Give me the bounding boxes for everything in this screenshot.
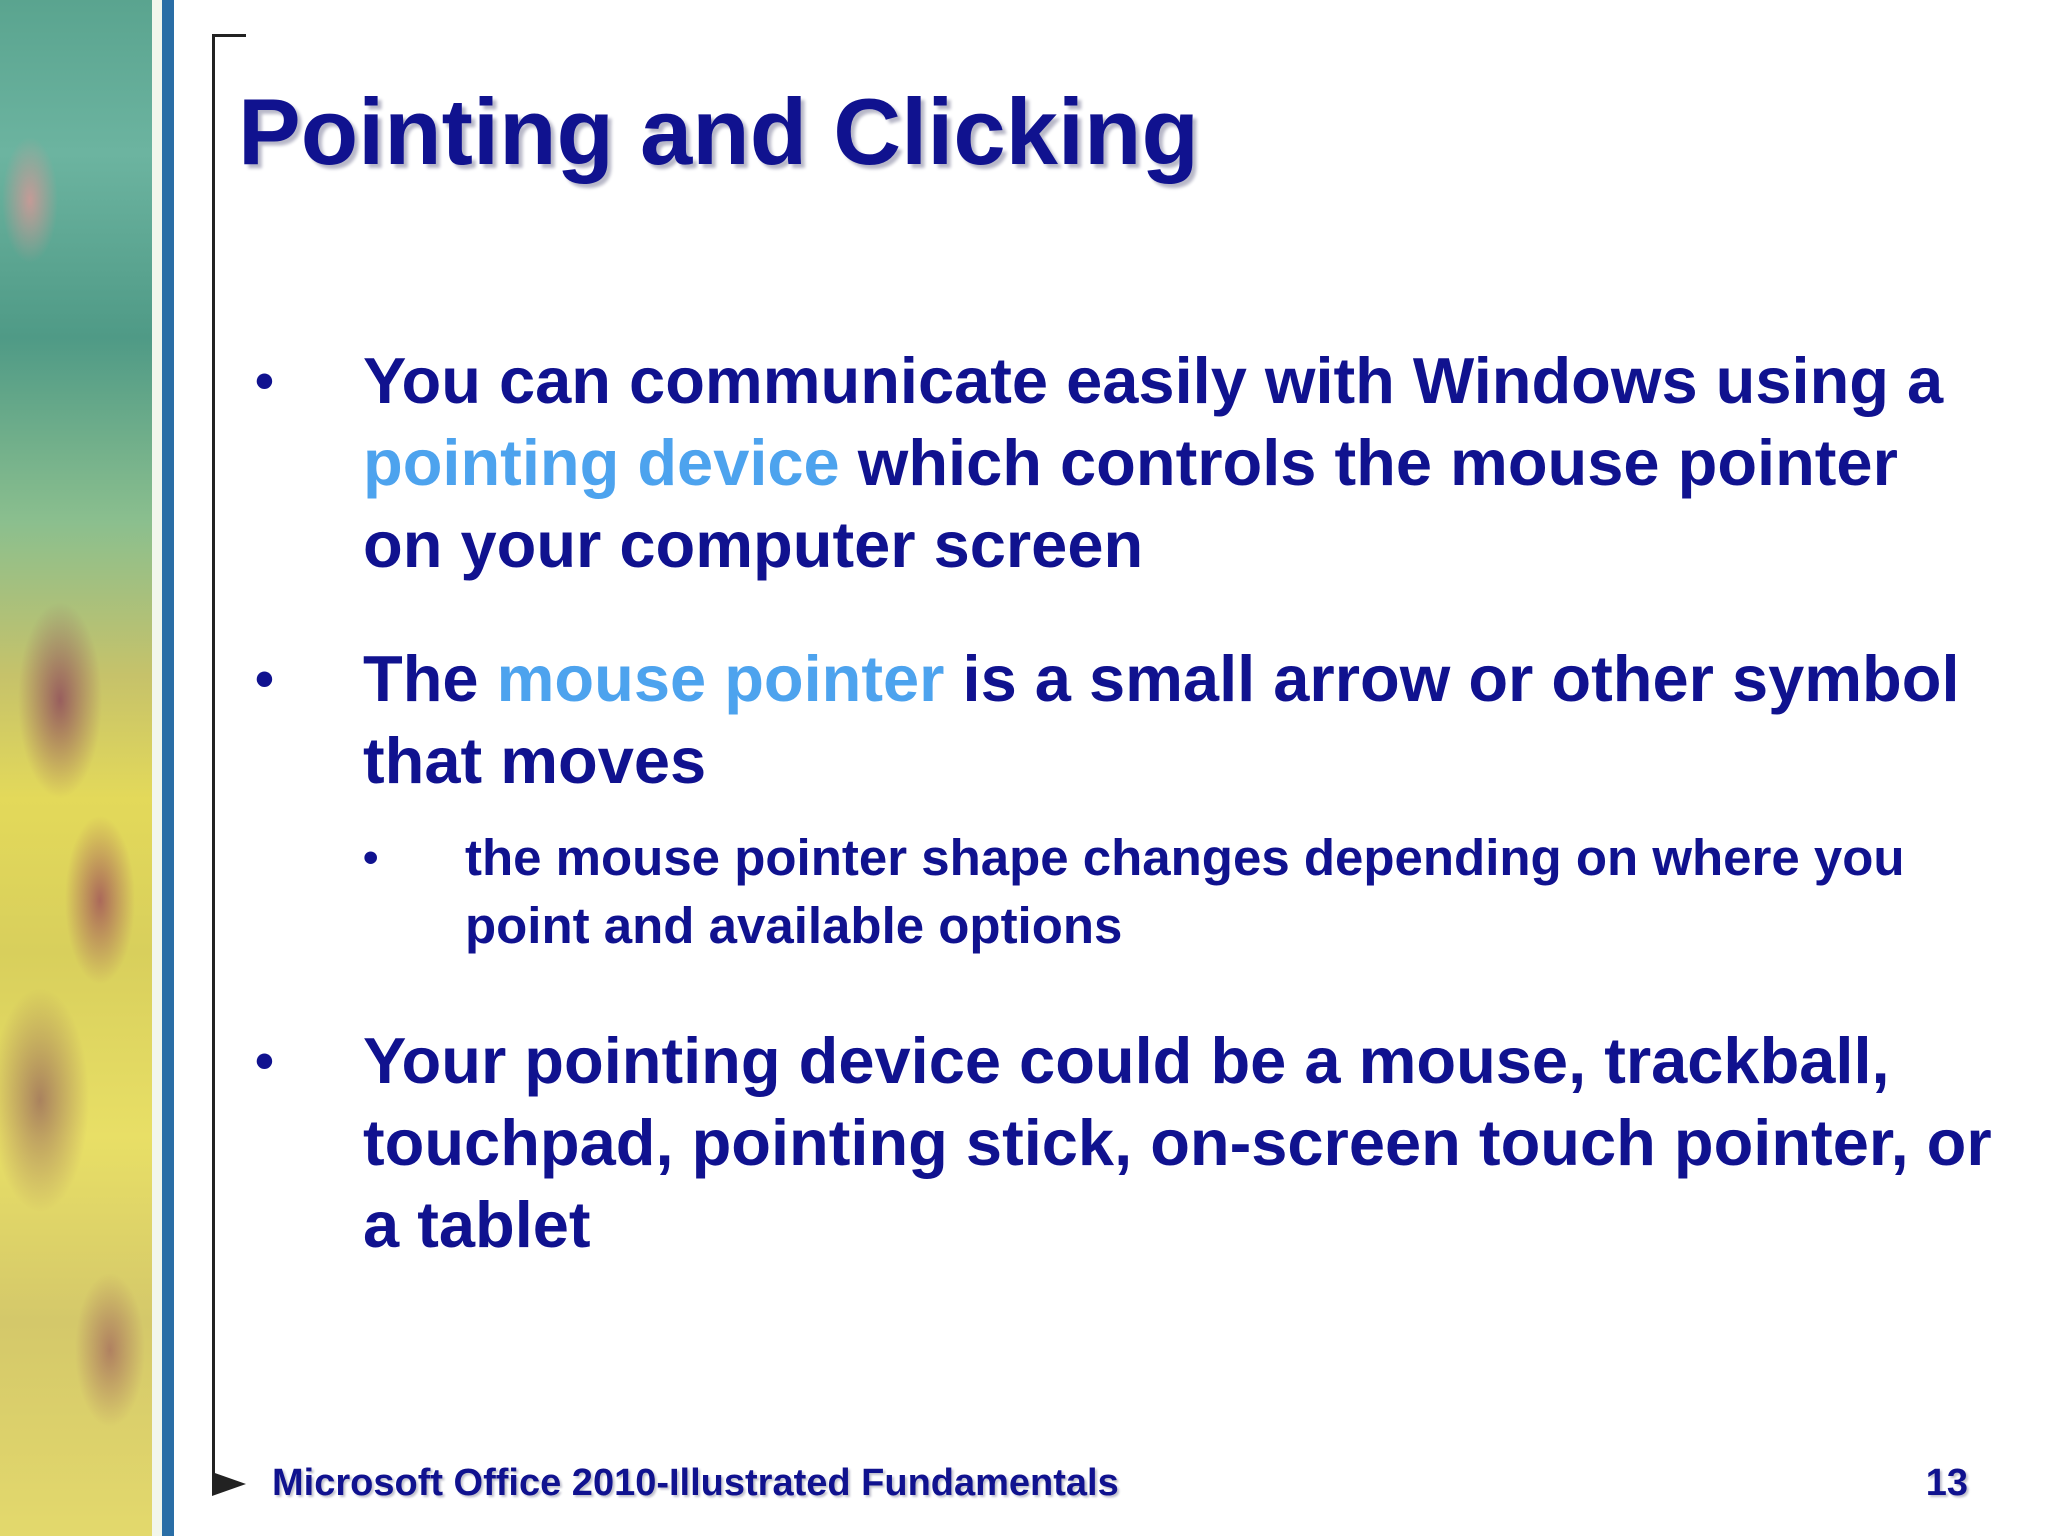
decorative-side-image	[0, 0, 162, 1536]
bullet-text: You can communicate easily with Windows using a	[363, 344, 1944, 417]
bullet-item	[255, 638, 1995, 960]
term-pointing-device: pointing device	[363, 426, 840, 499]
footer-course-title: Microsoft Office 2010-Illustrated Fundamentals	[272, 1462, 1119, 1504]
bullet-item	[255, 340, 1995, 586]
bullet-list	[255, 340, 1995, 1318]
bullet-text: which controls the mouse pointer on your computer screen	[363, 426, 1898, 581]
bullet-item	[255, 1020, 1995, 1266]
frame-bracket-vertical	[212, 34, 215, 1484]
sub-bullet-item	[363, 824, 1995, 960]
sub-bullet-icon: •	[363, 833, 379, 882]
bullet-icon: •	[255, 351, 274, 411]
sub-bullet-list	[363, 824, 1995, 960]
slide-title: Pointing and Clicking	[238, 79, 1199, 184]
bullet-icon: •	[255, 649, 274, 709]
frame-bracket-top	[212, 34, 246, 37]
page-number: 13	[1925, 1462, 1968, 1504]
bullet-text: The	[363, 642, 497, 715]
bullet-icon: •	[255, 1031, 274, 1091]
sub-bullet-text: the mouse pointer shape changes depending on where you point and available options	[465, 829, 1905, 954]
side-divider	[152, 0, 162, 1536]
bullet-text: is a small arrow or other symbol that moves	[363, 642, 1960, 797]
term-mouse-pointer: mouse pointer	[496, 642, 945, 715]
bullet-text: Your pointing device could be a mouse, trackball, touchpad, pointing stick, on-screen touch pointer, or a tablet	[363, 1024, 1992, 1261]
arrow-right-icon	[212, 1472, 246, 1496]
blue-side-stripe	[162, 0, 174, 1536]
